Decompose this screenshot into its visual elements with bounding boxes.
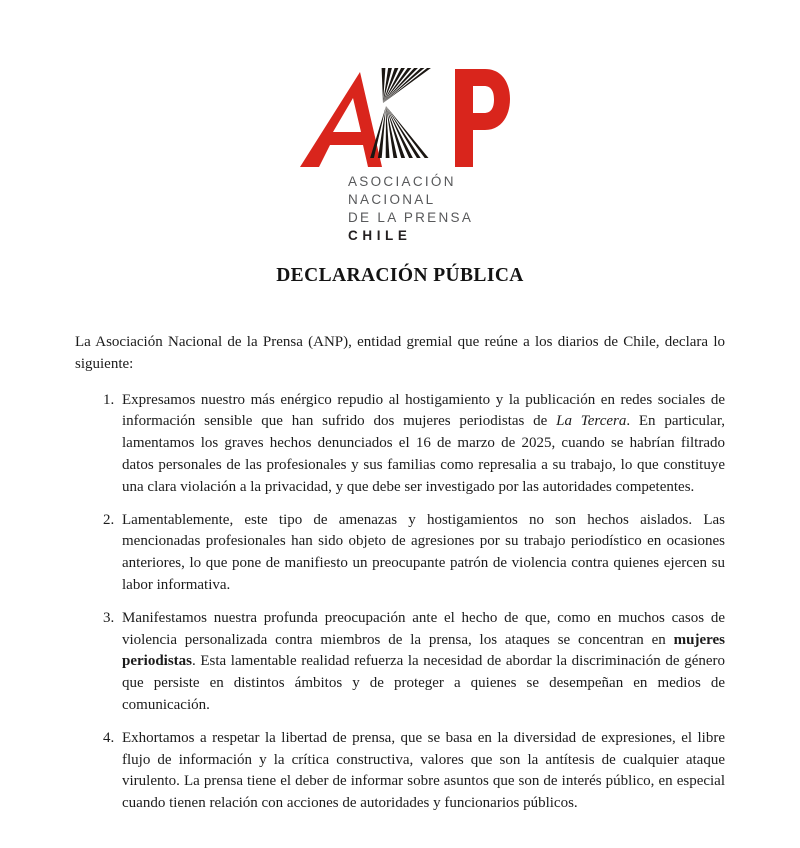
anp-logo-svg (300, 62, 510, 167)
logo-org-line: ASOCIACIÓN (348, 174, 456, 189)
item-text-segment: Manifestamos nuestra profunda preocupación ante el hecho de que, como en muchos casos de violencia personalizada contra miembros de la prensa, los ataques se concentran en (122, 609, 725, 648)
logo-letter-a (300, 72, 382, 167)
logo-org-line: NACIONAL (348, 192, 436, 207)
item-text-segment: Expresamos nuestro más enérgico repudio al hostigamiento y la publicación en redes sociales de información sensible que han sufrido dos mujeres periodistas de (122, 391, 725, 430)
document-body (75, 332, 725, 815)
page-title: DECLARACIÓN PÚBLICA (276, 265, 524, 286)
declaration-list (75, 390, 725, 815)
item-number: 1. (103, 391, 115, 408)
item-text-segment: mujeres periodistas (122, 631, 725, 670)
declaration-item (75, 608, 725, 717)
logo-org-name (348, 173, 515, 245)
item-text-segment: . Esta lamentable realidad refuerza la necesidad de abordar la discriminación de género que persiste en distintos ámbitos y de proteger a quienes se desempeñan en medios de comunicación. (122, 653, 725, 713)
item-text-segment: . En particular, lamentamos los graves hechos denunciados el 16 de marzo de 2025, cuando se habrían filtrado datos personales de las profesionales y sus familias como represalia a su trabajo, lo que constituye una clara violación a la privacidad, y que debe ser investigado por las autoridades competentes. (122, 413, 725, 495)
item-text-segment: Exhortamos a respetar la libertad de prensa, que se basa en la diversidad de expresiones, el libre flujo de información y la crítica constructiva, valores que son la antítesis de cualquier ataque virulento. La prensa tiene el deber de informar sobre asuntos que son de interés público, en especial cuando tienen relación con acciones de autoridades y funcionarios públicos. (122, 729, 725, 812)
anp-logo (300, 0, 515, 245)
item-number: 3. (103, 609, 115, 626)
intro-paragraph: La Asociación Nacional de la Prensa (ANP), entidad gremial que reúne a los diarios de Chile, declara lo siguiente: (75, 334, 725, 372)
declaration-item (75, 390, 725, 499)
item-text-segment: Lamentablemente, este tipo de amenazas y hostigamientos no son hechos aislados. Las mencionadas profesionales han sido objeto de agresiones por su trabajo periodístico en ocasiones anteriores, lo que pone de manifiesto un preocupante patrón de violencia contra quienes ejercen su labor informativa. (122, 511, 725, 593)
item-number: 2. (103, 511, 115, 528)
item-number: 4. (103, 729, 115, 746)
logo-country: CHILE (348, 228, 412, 243)
declaration-item (75, 728, 725, 815)
logo-n-stripes (370, 68, 431, 158)
anp-logo-mark (300, 62, 515, 167)
item-text-segment: La Tercera (556, 413, 627, 430)
declaration-item (75, 510, 725, 597)
logo-letter-p (455, 69, 510, 167)
logo-org-line: DE LA PRENSA (348, 210, 474, 225)
